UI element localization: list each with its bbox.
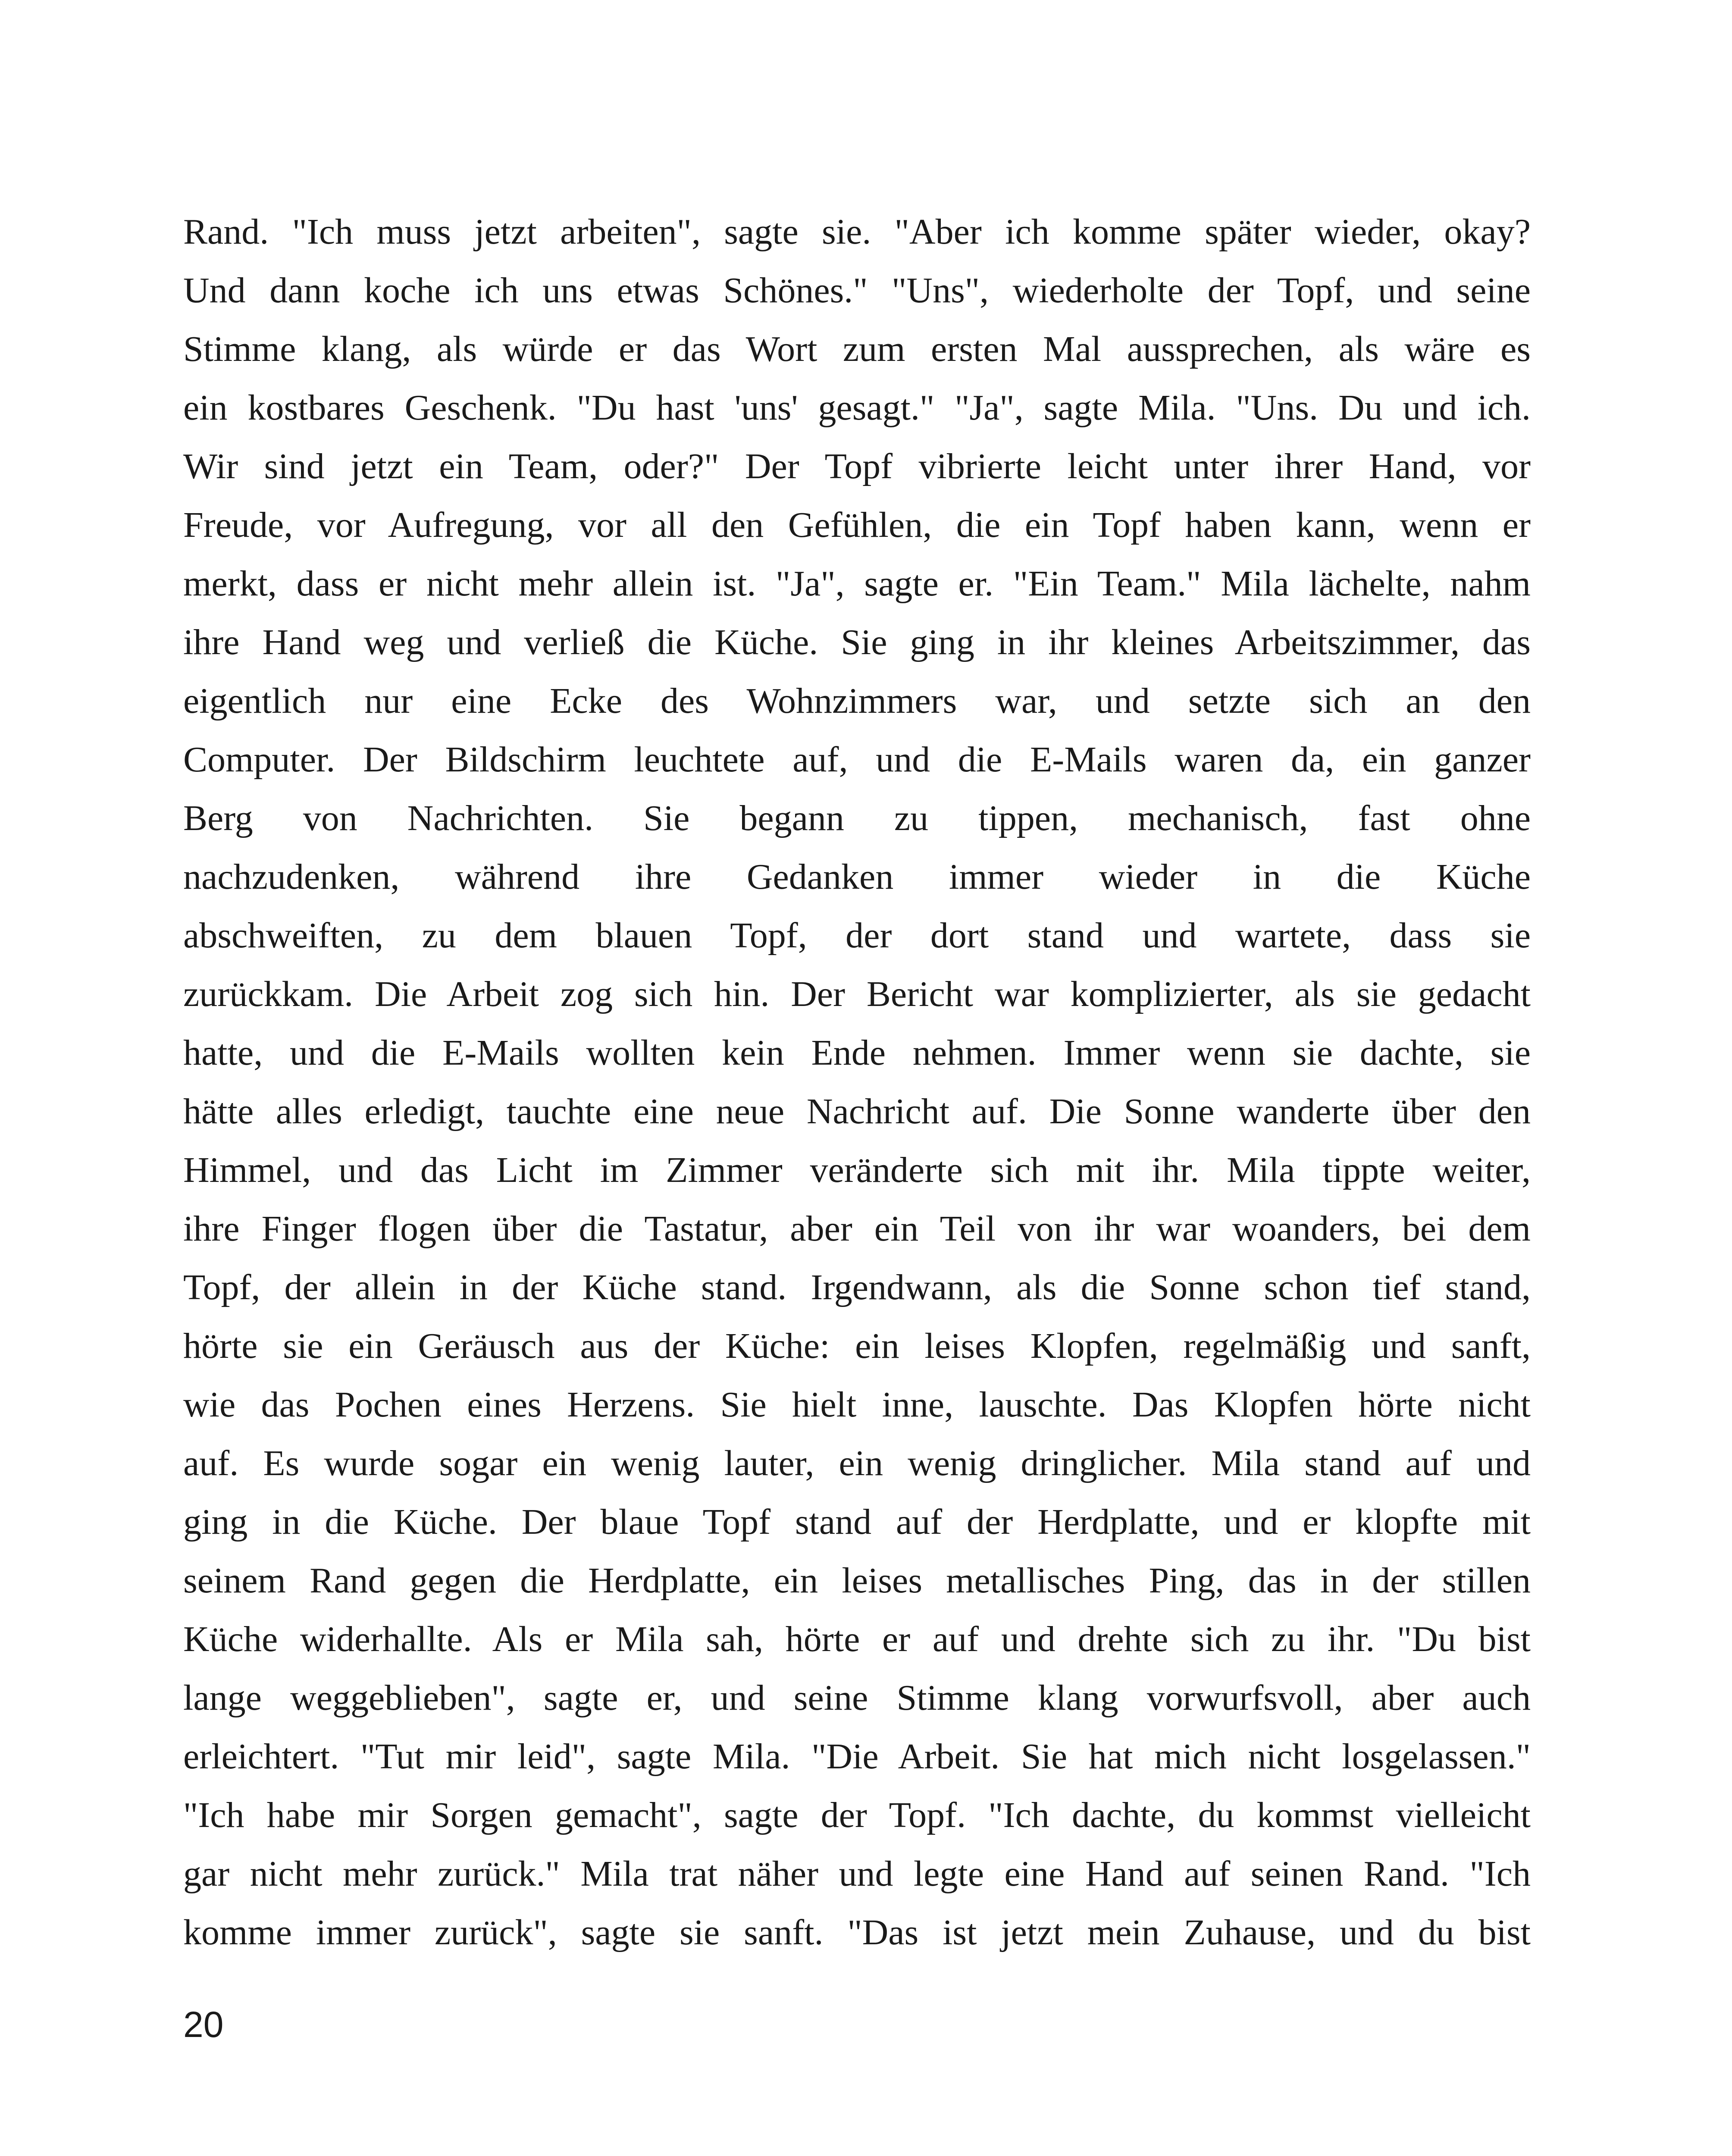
text-line: Rand. "Ich muss jetzt arbeiten", sagte sie. "Aber ich komme später wieder, okay? [183, 212, 1531, 252]
text-line: komme immer zurück", sagte sie sanft. "Das ist jetzt mein Zuhause, und du bist [183, 1912, 1531, 1952]
text-line: Küche widerhallte. Als er Mila sah, hörte er auf und drehte sich zu ihr. "Du bist [183, 1619, 1531, 1659]
text-line: wie das Pochen eines Herzens. Sie hielt inne, lauschte. Das Klopfen hörte nicht [183, 1385, 1531, 1425]
text-line: hörte sie ein Geräusch aus der Küche: ein leises Klopfen, regelmäßig und sanft, [183, 1326, 1531, 1366]
text-line: ging in die Küche. Der blaue Topf stand auf der Herdplatte, und er klopfte mit [183, 1502, 1531, 1542]
text-line: "Ich habe mir Sorgen gemacht", sagte der Topf. "Ich dachte, du kommst vielleicht [183, 1795, 1531, 1835]
text-line: hätte alles erledigt, tauchte eine neue Nachricht auf. Die Sonne wanderte über den [183, 1091, 1531, 1131]
text-line: zurückkam. Die Arbeit zog sich hin. Der Bericht war komplizierter, als sie gedacht [183, 974, 1531, 1014]
text-line: Stimme klang, als würde er das Wort zum ersten Mal aussprechen, als wäre es [183, 329, 1531, 369]
text-line: merkt, dass er nicht mehr allein ist. "Ja", sagte er. "Ein Team." Mila lächelte, nahm [183, 564, 1531, 604]
text-line: Computer. Der Bildschirm leuchtete auf, und die E-Mails waren da, ein ganzer [183, 740, 1531, 780]
page-number: 20 [183, 2004, 224, 2045]
text-line: Und dann koche ich uns etwas Schönes." "Uns", wiederholte der Topf, und seine [183, 270, 1531, 310]
text-line: seinem Rand gegen die Herdplatte, ein leises metallisches Ping, das in der stillen [183, 1561, 1531, 1601]
text-line: ein kostbares Geschenk. "Du hast 'uns' gesagt." "Ja", sagte Mila. "Uns. Du und ich. [183, 388, 1531, 428]
body-text [183, 203, 1531, 1962]
text-line: erleichtert. "Tut mir leid", sagte Mila. "Die Arbeit. Sie hat mich nicht losgelassen." [183, 1736, 1531, 1777]
text-line: auf. Es wurde sogar ein wenig lauter, ein wenig dringlicher. Mila stand auf und [183, 1443, 1531, 1483]
text-line: Himmel, und das Licht im Zimmer veränderte sich mit ihr. Mila tippte weiter, [183, 1150, 1531, 1190]
text-line: Berg von Nachrichten. Sie begann zu tippen, mechanisch, fast ohne [183, 798, 1531, 838]
text-line: hatte, und die E-Mails wollten kein Ende nehmen. Immer wenn sie dachte, sie [183, 1033, 1531, 1073]
text-line: Freude, vor Aufregung, vor all den Gefühlen, die ein Topf haben kann, wenn er [183, 505, 1531, 545]
text-line: gar nicht mehr zurück." Mila trat näher und legte eine Hand auf seinen Rand. "Ich [183, 1854, 1531, 1894]
text-line: eigentlich nur eine Ecke des Wohnzimmers war, und setzte sich an den [183, 681, 1531, 721]
text-line: lange weggeblieben", sagte er, und seine Stimme klang vorwurfsvoll, aber auch [183, 1678, 1531, 1718]
text-line: abschweiften, zu dem blauen Topf, der dort stand und wartete, dass sie [183, 915, 1531, 956]
text-line: ihre Hand weg und verließ die Küche. Sie ging in ihr kleines Arbeitszimmer, das [183, 622, 1531, 662]
text-line: ihre Finger flogen über die Tastatur, aber ein Teil von ihr war woanders, bei dem [183, 1209, 1531, 1249]
text-line: Wir sind jetzt ein Team, oder?" Der Topf vibrierte leicht unter ihrer Hand, vor [183, 446, 1531, 486]
text-line: Topf, der allein in der Küche stand. Irgendwann, als die Sonne schon tief stand, [183, 1267, 1531, 1307]
text-line: nachzudenken, während ihre Gedanken immer wieder in die Küche [183, 857, 1531, 897]
